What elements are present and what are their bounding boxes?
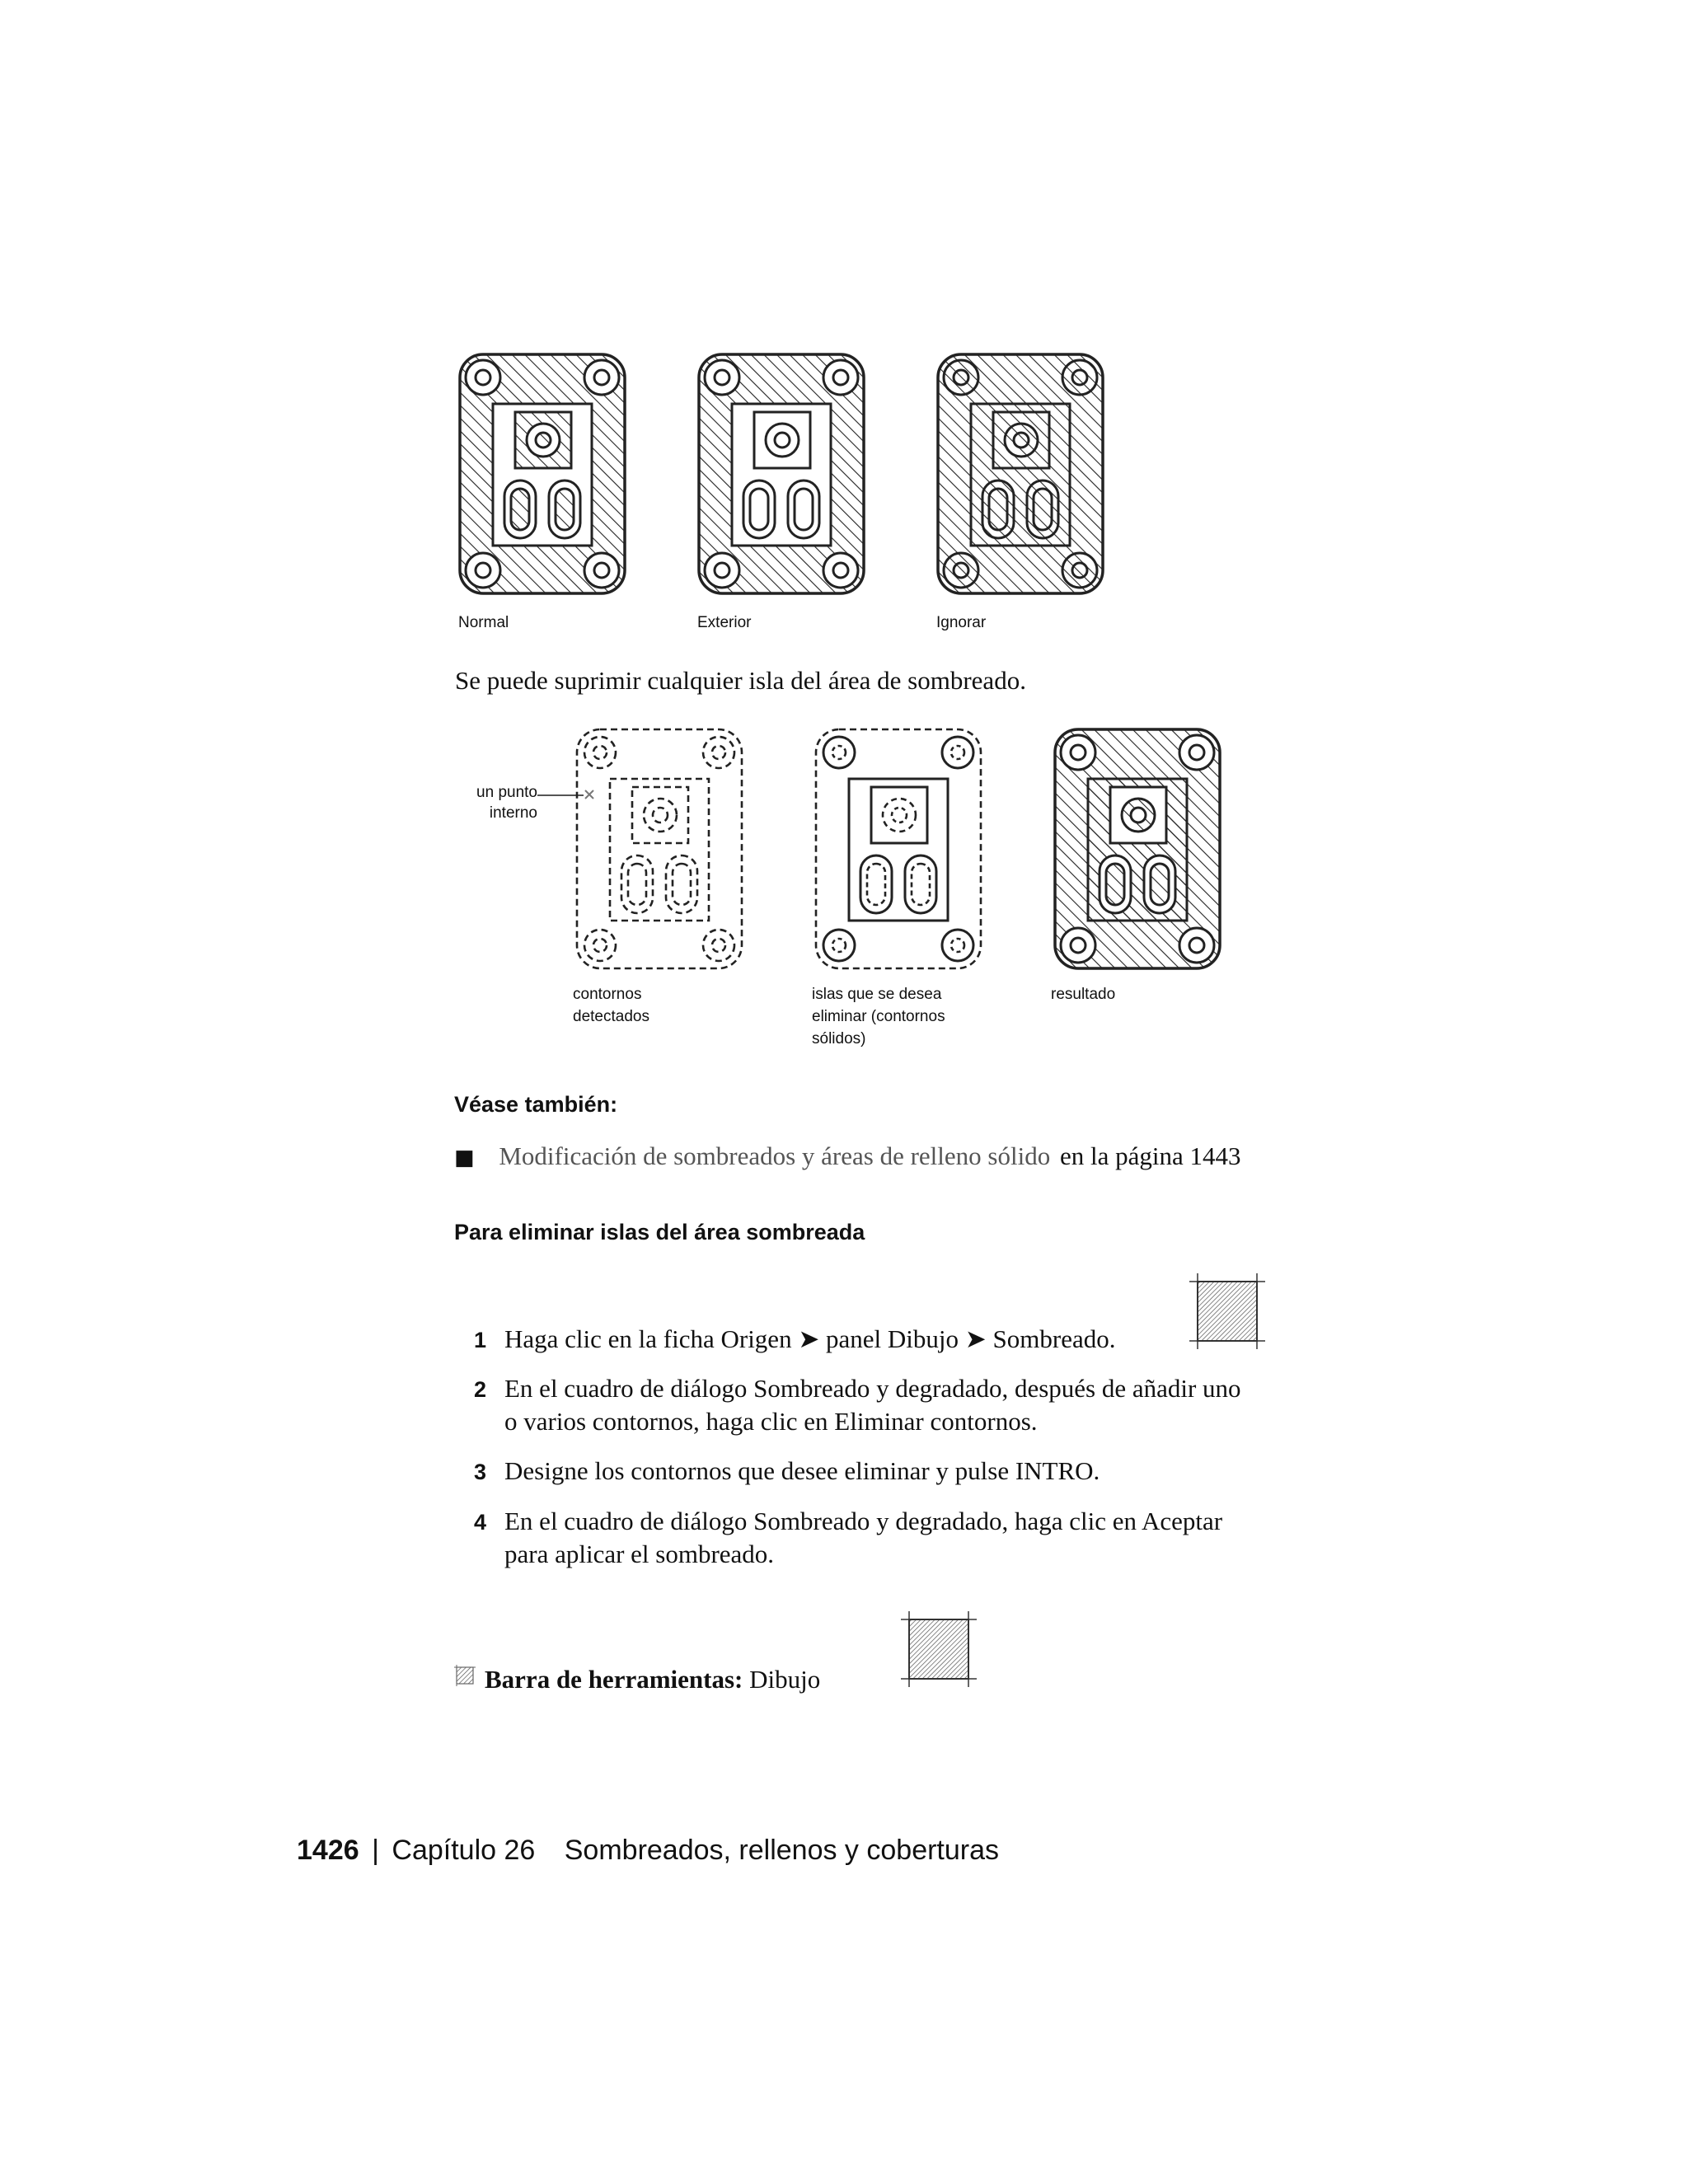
procedure-step-2 [462, 1372, 1241, 1438]
hatch-tool-icon[interactable] [1189, 1273, 1265, 1349]
label-normal: Normal [458, 614, 509, 631]
label-contornos-detectados: contornos detectados [573, 986, 649, 1025]
plate-result-diagram [1051, 725, 1224, 972]
step-number: 3 [473, 1460, 486, 1484]
chapter-title: Sombreados, rellenos y coberturas [564, 1835, 1000, 1866]
label-exterior: Exterior [697, 614, 752, 631]
see-also-heading: Véase también: [454, 1092, 618, 1117]
step-text: Haga clic en la ficha Origen ➤ panel Dibujo ➤ Sombreado. [504, 1324, 1116, 1353]
callout-punto-interno: un punto interno [476, 784, 537, 822]
procedure-heading: Para eliminar islas del área sombreada [454, 1220, 865, 1244]
see-also-item [454, 1140, 1240, 1174]
see-also-page-ref: en la página 1443 [1059, 1141, 1241, 1170]
step-number: 4 [473, 1510, 486, 1535]
toolbar-value: Dibujo [749, 1665, 821, 1694]
step-number: 1 [473, 1328, 486, 1352]
draw-toolbar-hatch-icon[interactable] [901, 1611, 977, 1687]
procedure-step-4 [462, 1505, 1222, 1571]
procedure-step-1 [462, 1323, 1115, 1356]
page-footer [297, 1835, 999, 1867]
step-number: 2 [473, 1377, 486, 1402]
label-resultado: resultado [1051, 986, 1116, 1003]
plate-exterior-diagram [695, 350, 868, 598]
step-text: En el cuadro de diálogo Sombreado y degradado, haga clic en Aceptar para aplicar el sombreado. [504, 1507, 1223, 1568]
toolbar-note [485, 1663, 820, 1696]
chapter-label: Capítulo 26 [392, 1835, 536, 1866]
figure-remove-islands [457, 725, 1249, 1055]
figure-hatch-styles [456, 350, 1115, 647]
page-number: 1426 [297, 1835, 359, 1866]
label-ignorar: Ignorar [936, 614, 987, 631]
plate-islands-diagram [812, 725, 985, 972]
toolbar-label: Barra de herramientas: [485, 1665, 743, 1694]
step-text: En el cuadro de diálogo Sombreado y degradado, después de añadir uno o varios contornos, haga clic en Eliminar contornos. [504, 1374, 1241, 1436]
toolbar-small-icon [454, 1665, 476, 1686]
plate-ignorar-diagram [934, 350, 1107, 598]
plate-normal-diagram [456, 350, 629, 598]
bullet-square: ■ [454, 1146, 475, 1170]
footer-separator: | [372, 1835, 379, 1866]
label-islas-eliminar: islas que se desea eliminar (contornos sólidos) [812, 986, 945, 1047]
procedure-step-3 [462, 1455, 1100, 1488]
plate-detected-diagram [573, 725, 746, 972]
see-also-link[interactable]: Modificación de sombreados y áreas de relleno sólido [499, 1141, 1051, 1170]
step-text: Designe los contornos que desee eliminar y pulse INTRO. [504, 1456, 1100, 1485]
caption-suprimir-isla: Se puede suprimir cualquier isla del área de sombreado. [455, 666, 1026, 695]
